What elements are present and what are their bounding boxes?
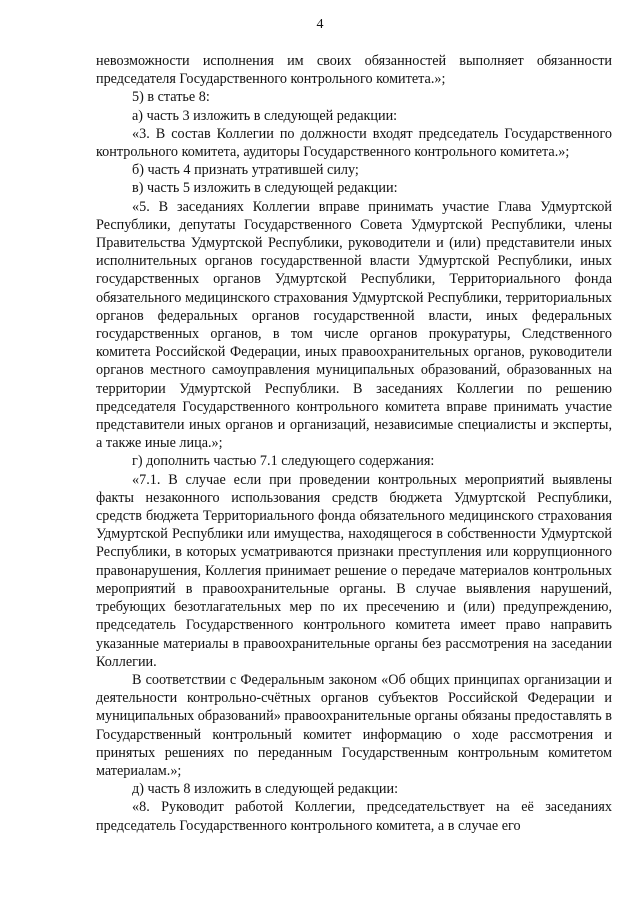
paragraph-item-a: а) часть 3 изложить в следующей редакции: <box>132 107 398 124</box>
paragraph-federal-law: В соответствии с Федеральным законом «Об общих принципах организации и деятельности контрольно-счётных органов субъектов Российской Федерации и муниципальных образований» правоохранительные органы обязаны предоставлять в Государственный контрольный комитет информацию о ходе рассмотрения и принятых решениях по переданным Государственным контрольным комитетом материалам.»; <box>96 671 612 779</box>
paragraph-item-v: в) часть 5 изложить в следующей редакции: <box>132 180 398 197</box>
paragraph-item-d: д) часть 8 изложить в следующей редакции: <box>132 781 399 798</box>
paragraph-article-8: 5) в статье 8: <box>132 89 210 106</box>
paragraph-part-5: «5. В заседаниях Коллегии вправе принимать участие Глава Удмуртской Республики, депутаты Государственного Совета Удмуртской Республики, члены Правительства Удмуртской Республики, руководители и (или) представители иных исполнительных органов государственной власти Удмуртской Республики, иных государственных органов Удмуртской Республики, Территориального фонда обязательного медицинского страхования Удмуртской Республики, территориальных органов федеральных органов государственной власти, иных федеральных государственных органов, в том числе органов прокуратуры, Следственного комитета Российской Федерации, иных правоохранительных органов, руководители органов местного самоуправления муниципальных образований, образованных на территории Удмуртской Республики. В заседаниях Коллегии по решению председателя Государственного контрольного комитета вправе принимать участие представители иных органов и организаций, независимые специалисты и эксперты, а также иные лица.»; <box>96 198 612 452</box>
paragraph-part-3: «3. В состав Коллегии по должности входят председатель Государственного контрольного комитета, аудиторы Государственного контрольного комитета.»; <box>96 125 612 161</box>
paragraph-part-8: «8. Руководит работой Коллегии, председательствует на её заседаниях председатель Государственного контрольного комитета, а в случае его <box>96 799 612 834</box>
paragraph-continuation: невозможности исполнения им своих обязанностей выполняет обязанности председателя Государственного контрольного комитета.»; <box>96 53 612 88</box>
paragraph-item-b: б) часть 4 признать утратившей силу; <box>132 162 359 179</box>
paragraph-part-7-1: «7.1. В случае если при проведении контрольных мероприятий выявлены факты незаконного использования средств бюджета Удмуртской Республики, средств бюджета Территориального фонда обязательного медицинского страхования Удмуртской Республики или имущества, находящегося в собственности Удмуртской Республики, в которых усматриваются признаки преступления или коррупционного правонарушения, Коллегия принимает решение о передаче материалов контрольных мероприятий в правоохранительные органы. В случае выявления нарушений, требующих безотлагательных мер по их пресечению и (или) предупреждению, председатель Государственного контрольного комитета имеет право направить указанные материалы в правоохранительные органы без рассмотрения на заседании Коллегии. <box>96 471 612 670</box>
paragraph-item-g: г) дополнить частью 7.1 следующего содержания: <box>132 453 435 470</box>
page-number: 4 <box>316 17 324 32</box>
document-body <box>96 52 612 835</box>
